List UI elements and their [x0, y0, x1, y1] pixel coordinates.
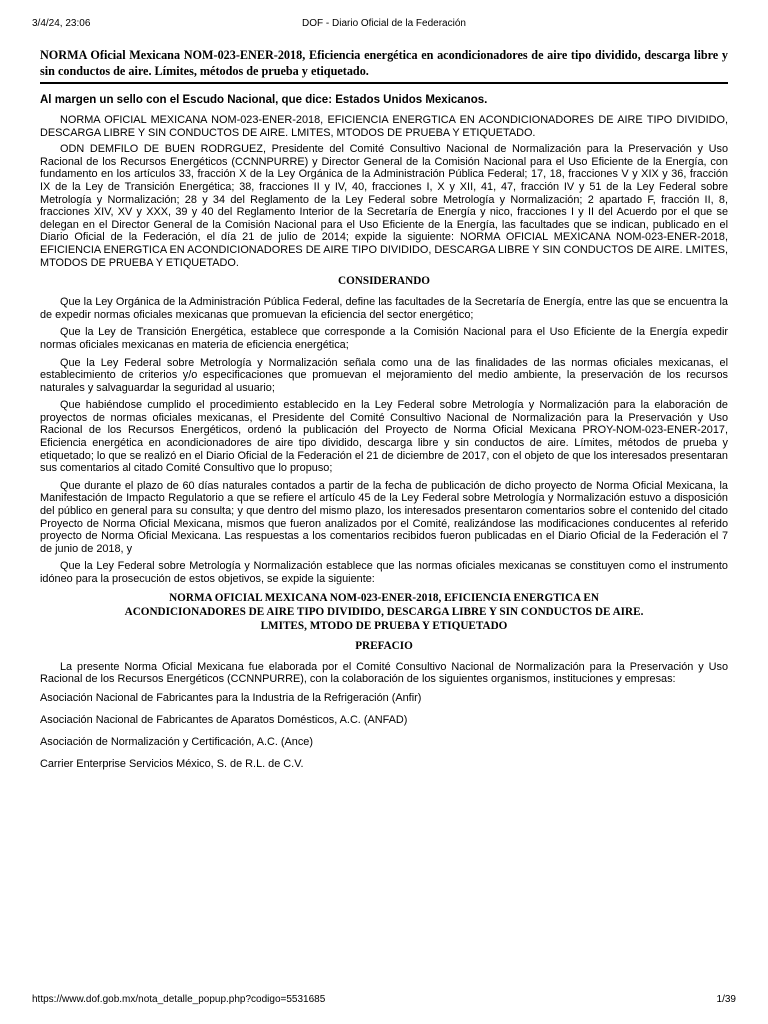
considerando-paragraph: Que la Ley Federal sobre Metrología y Normalización establece que las normas oficiales mexicanas se constituyen como el instrumento idóneo para la prosecución de estos objetivos, se expide la siguiente: [40, 560, 728, 585]
considerando-heading: CONSIDERANDO [338, 275, 430, 288]
print-header [32, 18, 736, 29]
organization-item: Asociación de Normalización y Certificación, A.C. (Ance) [40, 735, 313, 748]
prefacio-heading: PREFACIO [355, 639, 413, 652]
considerando-paragraph: Que la Ley de Transición Energética, establece que corresponde a la Comisión Nacional para el Uso Eficiente de la Energía expedir normas oficiales mexicanas en materia de eficiencia energética; [40, 326, 728, 351]
sello-note: Al margen un sello con el Escudo Nacional, que dice: Estados Unidos Mexicanos. [40, 94, 488, 106]
intro-paragraph: ODN DEMFILO DE BUEN RODRGUEZ, Presidente del Comité Consultivo Nacional de Normalización para la Preservación y Uso Racional de los Recursos Energéticos (CCNNPURRE) y Director General de la Comisión Nacional para el Uso Eficiente de la Energía, con fundamento en los artículos 33, fracción X de la Ley Orgánica de la Administración Pública Federal; 17, 18, fracciones V y XIX y 36, fracción IX de la Ley de Transición Energética; 38, fracciones II y IV, 40, fracciones I, X y XII, 41, 47, fracción IV y 51 de la Ley Federal sobre Metrología y Normalización; 28 y 34 del Reglamento de la Ley Federal sobre Metrología y Normalización; 2 apartado F, fracción II, 8, fracciones XIV, XV y XXX, 39 y 40 del Reglamento Interior de la Secretaría de Energía y nico, fracciones I y II del Acuerdo por el que se delegan en el Director General de la Comisión Nacional para el Uso Eficiente de la Energía, las facultades que se indican, publicado en el Diario Oficial de la Federación, el día 21 de julio de 2014; expide la siguiente: NORMA OFICIAL MEXICANA NOM-023-ENER-2018, EFICIENCIA ENERGTICA EN ACONDICIONADORES DE AIRE TIPO DIVIDIDO, DESCARGA LIBRE Y SIN CONDUCTOS DE AIRE. LMITES, MTODOS DE PRUEBA Y ETIQUETADO. [40, 143, 728, 269]
considerando-paragraph: Que la Ley Federal sobre Metrología y Normalización señala como una de las finalidades de las normas oficiales mexicanas, el establecimiento de criterios y/o especificaciones que promuevan el mejoramiento del medio ambiente, la preservación de los recursos naturales y salvaguardar la seguridad al usuario; [40, 356, 728, 394]
document-title: NORMA Oficial Mexicana NOM-023-ENER-2018, Eficiencia energética en acondicionadores de aire tipo dividido, descarga libre y sin conductos de aire. Límites, métodos de prueba y etiquetado. [40, 48, 728, 78]
organization-item: Asociación Nacional de Fabricantes de Aparatos Domésticos, A.C. (ANFAD) [40, 713, 408, 726]
organization-item: Carrier Enterprise Servicios México, S. de R.L. de C.V. [40, 757, 304, 770]
considerando-paragraph: Que habiéndose cumplido el procedimiento establecido en la Ley Federal sobre Metrología y Normalización para la elaboración de proyectos de normas oficiales mexicanas, el Presidente del Comité Consultivo Nacional de Normalización para la Preservación y Uso Racional de los Recursos Energéticos, ordenó la publicación del Proyecto de Norma Oficial Mexicana PROY-NOM-023-ENER-2017, Eficiencia energética en acondicionadores de aire tipo dividido, descarga libre y sin conductos de aire. Límites, métodos de prueba y etiquetado; lo que se realizó en el Diario Oficial de la Federación el 21 de diciembre de 2017, con el objeto de que los interesados presentaran sus comentarios al citado Comité Consultivo que lo propuso; [40, 399, 728, 475]
considerando-paragraph: Que durante el plazo de 60 días naturales contados a partir de la fecha de publicación de dicho proyecto de Norma Oficial Mexicana, la Manifestación de Impacto Regulatorio a que se refiere el artículo 45 de la Ley Federal sobre Metrología y Normalización estuvo a disposición del público en general para su consulta; y que dentro del mismo plazo, los interesados presentaron comentarios sobre el contenido del citado Proyecto de Norma Oficial Mexicana, mismos que fueron analizados por el Comité, realizándose las modificaciones conducentes al referido proyecto de Norma Oficial Mexicana. Las respuestas a los comentarios recibidos fueron publicadas en el Diario Oficial de la Federación el 7 de junio de 2018, y [40, 479, 728, 555]
print-datetime: 3/4/24, 23:06 [32, 18, 91, 29]
print-footer [32, 994, 736, 1005]
intro-paragraph: NORMA OFICIAL MEXICANA NOM-023-ENER-2018, EFICIENCIA ENERGTICA EN ACONDICIONADORES DE AIRE TIPO DIVIDIDO, DESCARGA LIBRE Y SIN CONDUCTOS DE AIRE. LMITES, MTODOS DE PRUEBA Y ETIQUETADO. [40, 114, 728, 139]
prefacio-paragraph: La presente Norma Oficial Mexicana fue elaborada por el Comité Consultivo Nacional de Normalización para la Preservación y Uso Racional de los Recursos Energéticos (CCNNPURRE), con la colaboración de los siguientes organismos, instituciones y empresas: [40, 660, 728, 686]
considerando-paragraph: Que la Ley Orgánica de la Administración Pública Federal, define las facultades de la Secretaría de Energía, entre las que se encuentra la de expedir normas oficiales mexicanas que promuevan la eficiencia del sector energético; [40, 296, 728, 321]
page-number: 1/39 [716, 994, 736, 1005]
document-body [40, 47, 728, 780]
print-url: https://www.dof.gob.mx/nota_detalle_popup.php?codigo=5531685 [32, 994, 326, 1005]
print-page-title: DOF - Diario Oficial de la Federación [302, 18, 466, 29]
norma-heading-line: ACONDICIONADORES DE AIRE TIPO DIVIDIDO, DESCARGA LIBRE Y SIN CONDUCTOS DE AIRE. [124, 605, 644, 618]
norma-heading-line: LMITES, MTODO DE PRUEBA Y ETIQUETADO [260, 619, 508, 632]
norma-heading-line: NORMA OFICIAL MEXICANA NOM-023-ENER-2018, EFICIENCIA ENERGTICA EN [169, 591, 599, 604]
title-divider [40, 82, 728, 84]
norma-heading [40, 591, 728, 633]
organization-item: Asociación Nacional de Fabricantes para la Industria de la Refrigeración (Anfir) [40, 691, 422, 704]
